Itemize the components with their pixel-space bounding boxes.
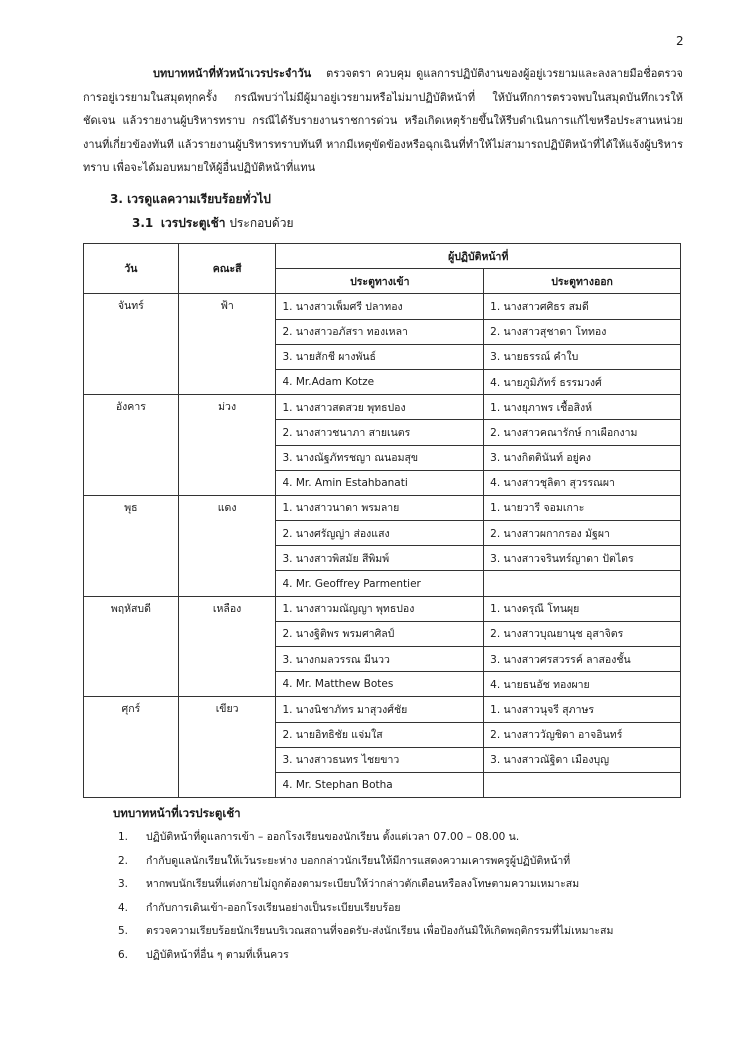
in-gate-cell: 1. นางสาวนาดา พรมลาย — [276, 495, 484, 520]
in-gate-cell: 2. นางสาวอภัสรา ทองเหลา — [276, 319, 484, 344]
out-gate-cell: 4. นายภูมิภัทร์ ธรรมวงศ์ — [484, 369, 681, 394]
in-gate-cell: 1. นางสาวเพ็มศรี ปลาทอง — [276, 294, 484, 319]
table-row — [84, 697, 681, 722]
list-item-number: 4. — [118, 901, 129, 914]
gate-duties-title: บทบาทหน้าที่เวรประตูเช้า — [113, 806, 241, 820]
table-row — [84, 596, 681, 621]
day-cell: พุธ — [84, 495, 179, 596]
color-cell: เขียว — [178, 697, 276, 798]
out-gate-cell: 2. นางสาวคณารักษ์ กาเผือกงาม — [484, 420, 681, 445]
in-gate-cell: 4. Mr. Matthew Botes — [276, 672, 484, 697]
out-gate-cell: 2. นางสาววัญชิดา อาจอินทร์ — [484, 722, 681, 747]
day-cell: จันทร์ — [84, 294, 179, 395]
out-gate-cell: 1. นายวารี จอมเกาะ — [484, 495, 681, 520]
section-heading: 3. เวรดูแลความเรียบร้อยทั่วไป — [110, 192, 271, 206]
list-item — [118, 826, 688, 850]
color-cell: เหลือง — [178, 596, 276, 697]
in-gate-cell: 1. นางสาวสดสวย พุทธปอง — [276, 395, 484, 420]
list-item — [118, 944, 688, 968]
color-cell: แดง — [178, 495, 276, 596]
day-cell: ศุกร์ — [84, 697, 179, 798]
list-item-text: ปฏิบัติหน้าที่ดูแลการเข้า – ออกโรงเรียนของนักเรียน ตั้งแต่เวลา 07.00 – 08.00 น. — [146, 831, 520, 843]
list-item-text: หากพบนักเรียนที่แต่งกายไม่ถูกต้องตามระเบียบให้ว่ากล่าวตักเตือนหรือลงโทษตามความเหมาะสม — [146, 878, 580, 890]
list-item-text: กำกับการเดินเข้า-ออกโรงเรียนอย่างเป็นระเบียบเรียบร้อย — [146, 901, 401, 914]
out-gate-cell: 2. นางสาวบุณยานุช อุสาจิตร — [484, 621, 681, 646]
list-item-number: 6. — [118, 948, 129, 961]
in-gate-cell: 3. นางกมลวรรณ มีนวว — [276, 647, 484, 672]
head-duty-heading: บทบาทหน้าที่หัวหน้าเวรประจำวัน — [153, 67, 312, 80]
in-gate-cell: 4. Mr.Adam Kotze — [276, 369, 484, 394]
table-row — [84, 395, 681, 420]
out-gate-cell: 3. นางสาวศรสวรรค์ ลาสองชั้น — [484, 647, 681, 672]
header-staff: ผู้ปฏิบัติหน้าที่ — [276, 244, 681, 269]
sub-heading-number: 3.1 — [132, 216, 154, 230]
sub-heading-title: เวรประตูเช้า — [160, 216, 226, 230]
header-in-gate: ประตูทางเข้า — [276, 269, 484, 294]
color-cell: ม่วง — [178, 395, 276, 496]
list-item-number: 1. — [118, 831, 129, 843]
in-gate-cell: 2. นางฐิติพร พรมศาศิลป์ — [276, 621, 484, 646]
in-gate-cell: 4. Mr. Stephan Botha — [276, 772, 484, 797]
in-gate-cell: 4. Mr. Amin Estahbanati — [276, 470, 484, 495]
list-item — [118, 873, 688, 897]
list-item — [118, 920, 688, 944]
gate-duties-list — [118, 826, 688, 967]
sub-heading-rest: ประกอบด้วย — [229, 216, 294, 230]
in-gate-cell: 3. นายสักชี ผางพันธ์ — [276, 344, 484, 369]
out-gate-cell: 4. นางสาวชุลิตา สุวรรณผา — [484, 470, 681, 495]
in-gate-cell: 2. นายอิทธิชัย แจ่มใส — [276, 722, 484, 747]
out-gate-cell: 3. นางสาวจรินทร์ญาดา ปัตไตร — [484, 546, 681, 571]
out-gate-cell: 3. นางสาวณัฐิดา เมืองบุญ — [484, 747, 681, 772]
header-color: คณะสี — [178, 244, 276, 294]
list-item-number: 3. — [118, 878, 129, 890]
list-item-number: 2. — [118, 854, 129, 867]
table-header-row — [84, 244, 681, 269]
out-gate-cell: 2. นางสาวสุชาดา โททอง — [484, 319, 681, 344]
list-item-text: ปฏิบัติหน้าที่อื่น ๆ ตามที่เห็นควร — [146, 948, 289, 961]
out-gate-cell: 3. นางกิตตินันท์ อยู่คง — [484, 445, 681, 470]
page-number: 2 — [676, 34, 684, 48]
out-gate-cell: 1. นางสาวนุจรี สุภาษร — [484, 697, 681, 722]
head-duty-paragraph — [83, 62, 683, 180]
out-gate-cell — [484, 571, 681, 596]
in-gate-cell: 3. นางสาวธนทร ไชยขาว — [276, 747, 484, 772]
in-gate-cell: 3. นางณัฐภัทรชญา ณนอมสุข — [276, 445, 484, 470]
header-out-gate: ประตูทางออก — [484, 269, 681, 294]
out-gate-cell: 1. นางยุภาพร เชื้อสิงห์ — [484, 395, 681, 420]
out-gate-cell — [484, 772, 681, 797]
list-item-number: 5. — [118, 925, 129, 937]
list-item-text: ตรวจความเรียบร้อยนักเรียนบริเวณสถานที่จอดรับ-ส่งนักเรียน เพื่อป้องกันมิให้เกิดพฤติกรรมที่ไม่เหมาะสม — [146, 925, 614, 937]
table-row — [84, 294, 681, 319]
color-cell: ฟ้า — [178, 294, 276, 395]
list-item — [118, 850, 688, 874]
in-gate-cell: 3. นางสาวพิสมัย สีพิมพ์ — [276, 546, 484, 571]
table-row — [84, 495, 681, 520]
out-gate-cell: 4. นายธนอัช ทองผาย — [484, 672, 681, 697]
in-gate-cell: 2. นางศรัญญ่า ส่องแสง — [276, 521, 484, 546]
list-item-text: กำกับดูแลนักเรียนให้เว้นระยะห่าง บอกกล่าวนักเรียนให้มีการแสดงความเคารพครูผู้ปฏิบัติหน้าที่ — [146, 854, 571, 867]
in-gate-cell: 1. นางนิชาภัทร มาสุวงศ์ชัย — [276, 697, 484, 722]
day-cell: พฤหัสบดี — [84, 596, 179, 697]
in-gate-cell: 2. นางสาวชนาภา สายเนตร — [276, 420, 484, 445]
in-gate-cell: 1. นางสาวมณัญญา พุทธปอง — [276, 596, 484, 621]
sub-heading — [132, 214, 293, 233]
out-gate-cell: 3. นายธรรณ์ คำใบ — [484, 344, 681, 369]
day-cell: อังคาร — [84, 395, 179, 496]
header-day: วัน — [84, 244, 179, 294]
out-gate-cell: 1. นางดรุณี โทนผุย — [484, 596, 681, 621]
in-gate-cell: 4. Mr. Geoffrey Parmentier — [276, 571, 484, 596]
gate-duty-table — [83, 243, 681, 798]
head-duty-body: ตรวจตรา ควบคุม ดูแลการปฏิบัติงานของผู้อยู่เวรยามและลงลายมือชื่อตรวจการอยู่เวรยามในสมุดทุกครั้ง กรณีพบว่าไม่มีผู้มาอยู่เวรยามหรือไม่มาปฏิบัติหน้าที่ ให้บันทึกการตรวจพบในสมุดบันทึกเวรให้ชัดเจน แล้วรายงานผู้บริหารทราบ กรณีได้รับรายงานราชการด่วน หรือเกิดเหตุร้ายขึ้นให้รีบดำเนินการแก้ไขหรือประสานหน่วยงานที่เกี่ยวข้องทันที แล้วรายงานผู้บริหารทราบทันที หากมีเหตุขัดข้องหรือฉุกเฉินที่ทำให้ไม่สามารถปฏิบัติหน้าที่ได้ให้แจ้งผู้บริหารทราบ เพื่อจะได้มอบหมายให้ผู้อื่นปฏิบัติหน้าที่แทน — [83, 67, 683, 175]
list-item — [118, 897, 688, 921]
out-gate-cell: 1. นางสาวศศิธร สมดี — [484, 294, 681, 319]
out-gate-cell: 2. นางสาวผกากรอง มัฐผา — [484, 521, 681, 546]
